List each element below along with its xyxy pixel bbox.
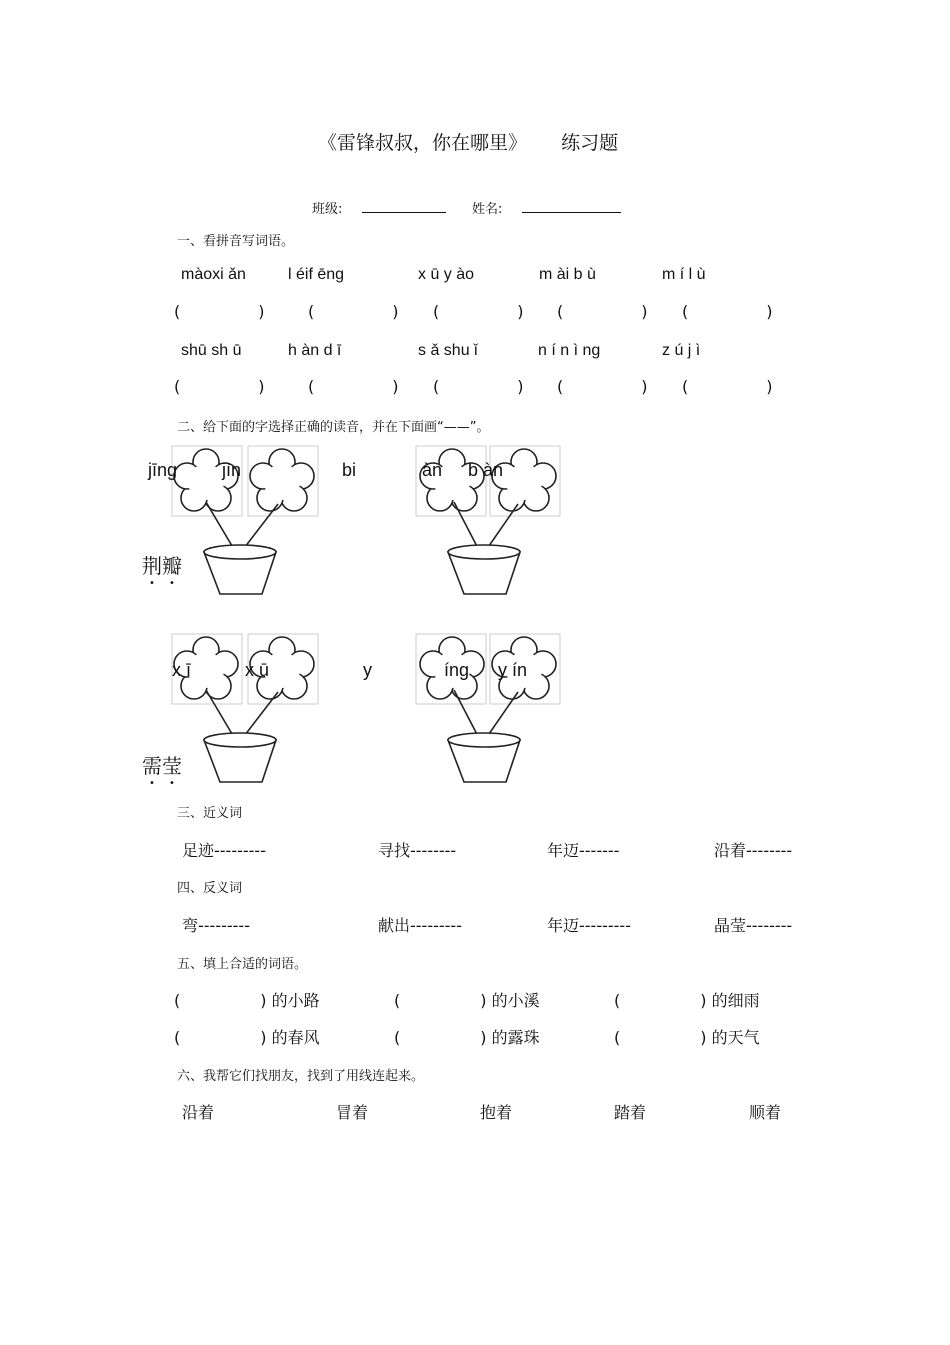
reading-option-jing[interactable]: jīng (148, 460, 178, 480)
answer-box-1-2[interactable]: ( ) (308, 302, 399, 321)
match-word-4[interactable]: 踏着 (614, 1103, 647, 1122)
reading-sep-bi: bi (342, 460, 357, 480)
section-5-heading: 五、填上合适的词语。 (177, 957, 308, 972)
page-title (318, 128, 618, 155)
char-ban: 瓣 (162, 554, 182, 578)
section-1-heading: 一、看拼音写词语。 (177, 234, 295, 249)
fill-item-1[interactable]: ( ) 的小路 (174, 991, 320, 1010)
class-label: 班级: (312, 202, 343, 217)
fill-item-2[interactable]: ( ) 的小溪 (394, 991, 540, 1010)
reading-option-ban-2[interactable]: b àn (468, 460, 504, 480)
fill-item-5[interactable]: ( ) 的露珠 (394, 1028, 540, 1047)
pinyin-1-5: m í l ù (662, 266, 706, 283)
section-6-heading: 六、我帮它们找朋友，找到了用线连起来。 (177, 1069, 425, 1084)
antonym-item-1[interactable]: 弯--------- (182, 916, 250, 935)
flower-pot-3-illustration (170, 632, 322, 788)
reading-sep-y: y (363, 660, 372, 680)
title-suffix: 练习题 (561, 132, 619, 154)
target-characters-1 (142, 550, 182, 589)
answer-box-1-5[interactable]: ( ) (682, 302, 773, 321)
section-4-heading: 四、反义词 (177, 881, 243, 896)
reading-option-ban-1[interactable]: àn (422, 460, 443, 480)
match-word-3[interactable]: 抱着 (480, 1103, 513, 1122)
reading-option-xi[interactable]: x ī (172, 660, 192, 680)
match-word-2[interactable]: 冒着 (336, 1103, 369, 1122)
pinyin-2-4: n í n ì ng (538, 342, 601, 359)
answer-box-2-2[interactable]: ( ) (308, 377, 399, 396)
fill-item-3[interactable]: ( ) 的细雨 (614, 991, 760, 1010)
reading-option-ying[interactable]: íng (444, 660, 470, 680)
answer-box-1-4[interactable]: ( ) (557, 302, 648, 321)
answer-box-2-3[interactable]: ( ) (433, 377, 524, 396)
section-3-heading: 三、近义词 (177, 806, 243, 821)
synonym-item-4[interactable]: 沿着-------- (714, 841, 793, 860)
match-word-1[interactable]: 沿着 (182, 1103, 215, 1122)
antonym-item-4[interactable]: 晶莹-------- (714, 916, 793, 935)
antonym-item-3[interactable]: 年迈--------- (547, 916, 631, 935)
fill-item-6[interactable]: ( ) 的天气 (614, 1028, 760, 1047)
answer-box-2-1[interactable]: ( ) (174, 377, 265, 396)
pinyin-2-2: h àn d ī (288, 342, 342, 359)
match-word-5[interactable]: 顺着 (749, 1103, 782, 1122)
pinyin-1-4: m ài b ù (539, 266, 596, 283)
synonym-item-3[interactable]: 年迈------- (547, 841, 620, 860)
section-2-heading: 二、给下面的字选择正确的读音，并在下面画“——”。 (177, 420, 490, 435)
name-field[interactable] (522, 212, 621, 213)
char-ying: 莹 (162, 754, 182, 778)
answer-box-1-1[interactable]: ( ) (174, 302, 265, 321)
synonym-item-1[interactable]: 足迹--------- (182, 841, 266, 860)
name-label: 姓名: (472, 202, 503, 217)
flower-pot-4-illustration (414, 632, 566, 788)
pinyin-2-5: z ú j ì (662, 342, 701, 359)
answer-box-2-4[interactable]: ( ) (557, 377, 648, 396)
target-characters-2 (142, 750, 182, 789)
synonym-item-2[interactable]: 寻找-------- (378, 841, 457, 860)
reading-option-jin[interactable]: jìn (222, 460, 242, 480)
fill-item-4[interactable]: ( ) 的春风 (174, 1028, 320, 1047)
title-main: 《雷锋叔叔，你在哪里》 (318, 132, 528, 154)
answer-box-1-3[interactable]: ( ) (433, 302, 524, 321)
char-jing: 荆 (142, 554, 162, 578)
pinyin-2-3: s ǎ shu ǐ (418, 342, 478, 359)
reading-option-yin[interactable]: y ín (498, 660, 528, 680)
answer-box-2-5[interactable]: ( ) (682, 377, 773, 396)
pinyin-2-1: shū sh ū (181, 342, 242, 359)
antonym-item-2[interactable]: 献出--------- (378, 916, 462, 935)
char-xu: 需 (142, 754, 162, 778)
reading-option-xu[interactable]: x ū (245, 660, 270, 680)
pinyin-1-2: l éif ēng (288, 266, 345, 283)
pinyin-1-1: màoxi ǎn (181, 266, 246, 283)
flower-pot-1-illustration (170, 444, 322, 600)
class-field[interactable] (362, 212, 446, 213)
pinyin-1-3: x ū y ào (418, 266, 475, 283)
